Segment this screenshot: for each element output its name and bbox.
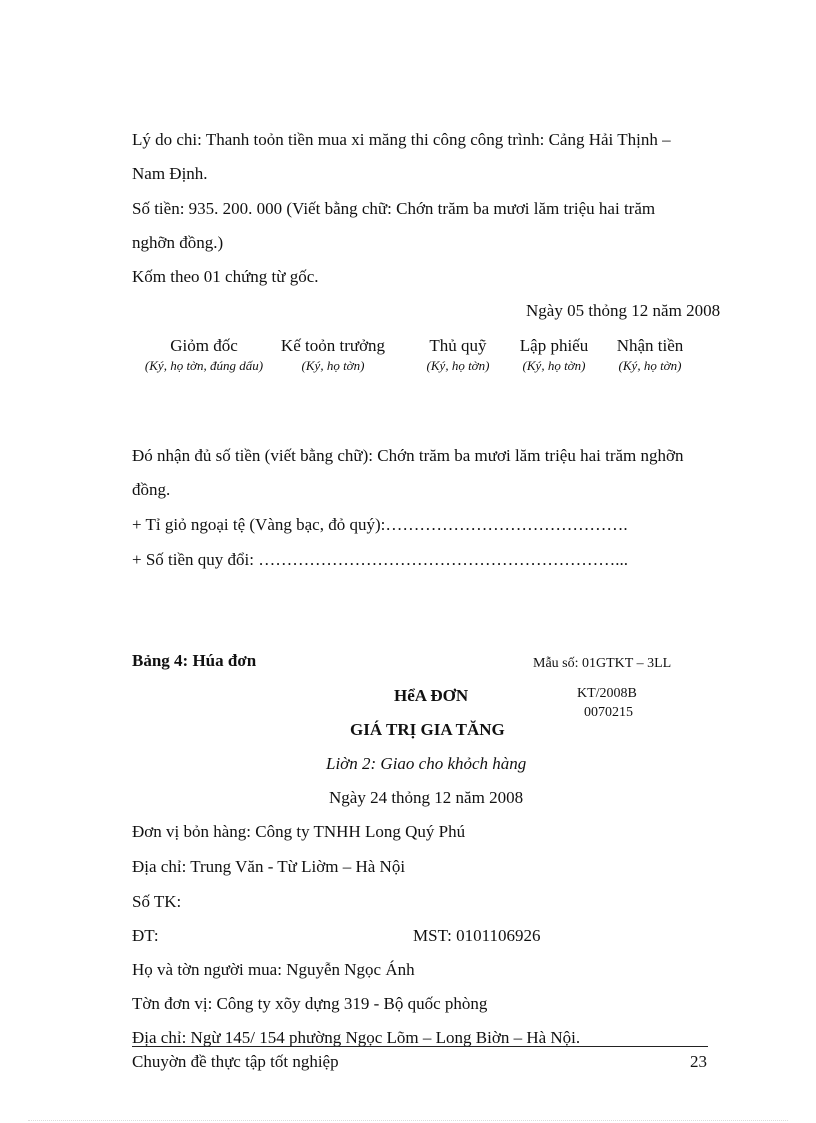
tax-code: MST: 0101106926	[413, 926, 541, 945]
signature-cashier	[414, 336, 502, 374]
signature-note: (Ký, họ tờn)	[618, 358, 682, 373]
table-label: Bảng 4: Húa đơn	[132, 651, 257, 670]
received-line-1: Đó nhận đủ số tiền (viết bằng chữ): Chớn trăm ba mươi lăm triệu hai trăm nghỡn	[132, 446, 684, 465]
signature-title: Nhận tiền	[616, 336, 684, 355]
buyer-unit: Tờn đơn vị: Công ty xõy dựng 319 - Bộ quốc phòng	[132, 994, 488, 1013]
account-number: Số TK:	[132, 892, 182, 911]
invoice-copy: Liờn 2: Giao cho khỏch hàng	[326, 754, 527, 773]
phone: ĐT:	[132, 926, 159, 945]
reason-line-2: Nam Định.	[132, 164, 208, 183]
invoice-subtitle: GIÁ TRỊ GIA TĂNG	[350, 720, 505, 739]
signature-chief-accountant	[274, 336, 392, 374]
attachment-line: Kốm theo 01 chứng từ gốc.	[132, 267, 319, 286]
converted-amount-line: + Số tiền quy đổi: ………………………………………………………...	[132, 550, 628, 569]
signature-title: Lập phiếu	[519, 336, 589, 355]
form-number: Mẫu số: 01GTKT – 3LL	[533, 656, 672, 671]
exchange-rate-line: + Tỉ giỏ ngoại tệ (Vàng bạc, đỏ quý):…………………………………….	[132, 515, 628, 534]
signature-note: (Ký, họ tờn)	[522, 358, 586, 373]
amount-line-1: Số tiền: 935. 200. 000 (Viết bằng chữ: Chớn trăm ba mươi lăm triệu hai trăm	[132, 199, 656, 218]
signature-title: Kế toỏn trưởng	[280, 336, 386, 355]
signature-receiver	[606, 336, 694, 374]
seller-unit: Đơn vị bỏn hàng: Công ty TNHH Long Quý Phú	[132, 822, 466, 841]
page-edge-divider	[28, 1120, 788, 1121]
seller-address: Địa chỉ: Trung Văn - Từ Liờm – Hà Nội	[132, 857, 406, 876]
footer-title: Chuyờn đề thực tập tốt nghiệp	[132, 1052, 339, 1071]
signature-note: (Ký, họ tờn, đúng dấu)	[144, 358, 264, 373]
buyer-name: Họ và tờn người mua: Nguyễn Ngọc Ánh	[132, 960, 415, 979]
page-number: 23	[690, 1052, 707, 1071]
signature-note: (Ký, họ tờn)	[426, 358, 490, 373]
invoice-title: HểA ĐƠN	[394, 686, 469, 705]
invoice-serial: KT/2008B	[577, 686, 637, 701]
buyer-address: Địa chỉ: Ngừ 145/ 154 phường Ngọc Lõm – Long Biờn – Hà Nội.	[132, 1028, 581, 1047]
invoice-number: 0070215	[584, 705, 633, 720]
signature-title: Giỏm đốc	[170, 336, 238, 355]
signature-note: (Ký, họ tờn)	[301, 358, 365, 373]
footer-divider	[132, 1046, 708, 1047]
signature-preparer	[510, 336, 598, 374]
invoice-date: Ngày 24 thỏng 12 năm 2008	[329, 788, 524, 807]
signature-director	[130, 336, 278, 374]
signature-title: Thủ quỹ	[429, 336, 487, 355]
received-line-2: đồng.	[132, 480, 171, 499]
amount-line-2: nghỡn đồng.)	[132, 233, 224, 252]
reason-line-1: Lý do chi: Thanh toỏn tiền mua xi măng thi công công trình: Cảng Hải Thịnh –	[132, 130, 671, 149]
voucher-date: Ngày 05 thỏng 12 năm 2008	[526, 301, 721, 320]
